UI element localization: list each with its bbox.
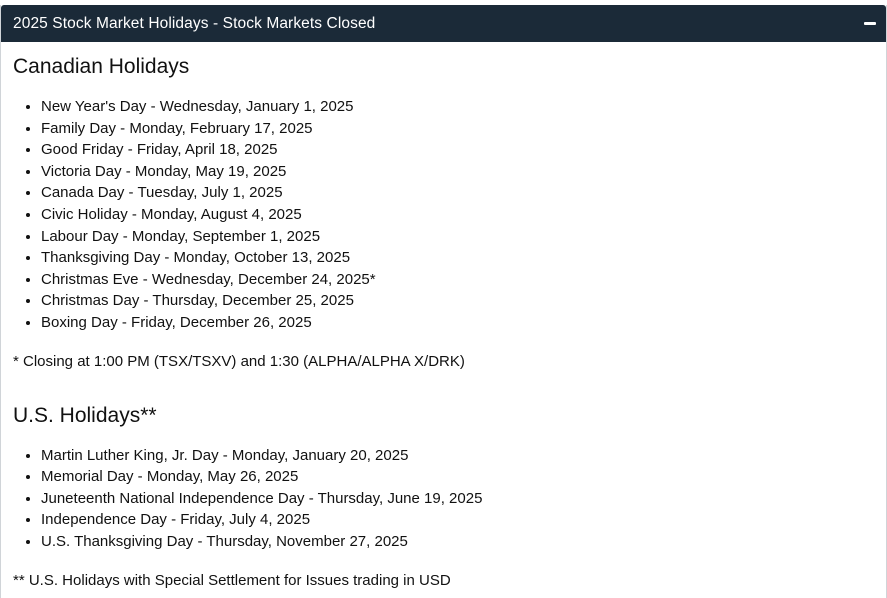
list-item: • Boxing Day - Friday, December 26, 2025 [41, 312, 874, 334]
list-item: • Victoria Day - Monday, May 19, 2025 [41, 161, 874, 183]
list-item: • Memorial Day - Monday, May 26, 2025 [41, 466, 874, 488]
us-footnote: ** U.S. Holidays with Special Settlement for Issues trading in USD [13, 571, 451, 589]
panel-body [1, 55, 886, 591]
list-item: • Good Friday - Friday, April 18, 2025 [41, 139, 874, 161]
us-holiday-list [13, 445, 874, 553]
list-item: • Martin Luther King, Jr. Day - Monday, January 20, 2025 [41, 445, 874, 467]
list-item: • Thanksgiving Day - Monday, October 13, 2025 [41, 247, 874, 269]
minus-icon [864, 22, 876, 25]
collapse-button[interactable] [862, 16, 878, 32]
canadian-footnote: * Closing at 1:00 PM (TSX/TSXV) and 1:30 (ALPHA/ALPHA X/DRK) [13, 352, 465, 370]
list-item: • New Year's Day - Wednesday, January 1, 2025 [41, 96, 874, 118]
list-item: • Canada Day - Tuesday, July 1, 2025 [41, 182, 874, 204]
list-item: • Labour Day - Monday, September 1, 2025 [41, 226, 874, 248]
canadian-holiday-list [13, 96, 874, 334]
panel-header[interactable] [1, 5, 886, 42]
list-item: • Civic Holiday - Monday, August 4, 2025 [41, 204, 874, 226]
list-item: • Juneteenth National Independence Day - Thursday, June 19, 2025 [41, 488, 874, 510]
list-item: • Family Day - Monday, February 17, 2025 [41, 118, 874, 140]
list-item: • Christmas Eve - Wednesday, December 24, 2025* [41, 269, 874, 291]
list-item: • Independence Day - Friday, July 4, 2025 [41, 509, 874, 531]
list-item: • Christmas Day - Thursday, December 25, 2025 [41, 290, 874, 312]
panel-title: 2025 Stock Market Holidays - Stock Markets Closed [13, 14, 376, 32]
us-holidays-heading: U.S. Holidays** [13, 403, 157, 427]
holidays-panel [0, 5, 887, 598]
list-item: • U.S. Thanksgiving Day - Thursday, November 27, 2025 [41, 531, 874, 553]
canadian-holidays-heading: Canadian Holidays [13, 55, 190, 78]
